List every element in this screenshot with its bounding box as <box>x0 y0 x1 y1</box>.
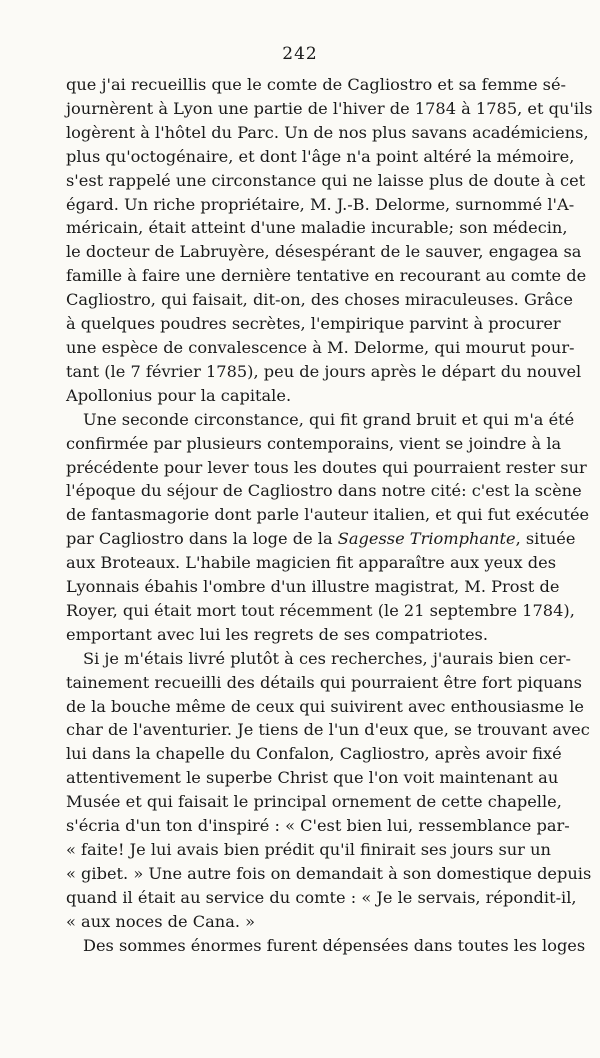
text-line: aux Broteaux. L'habile magicien fit apparaître aux yeux des <box>66 553 556 573</box>
text-line: l'époque du séjour de Cagliostro dans notre cité: c'est la scène <box>66 481 582 501</box>
text-line: de fantasmagorie dont parle l'auteur italien, et qui fut exécutée <box>66 505 590 525</box>
text-line-with-title <box>66 527 576 551</box>
lodge-name: Sagesse Triomphante <box>337 529 516 549</box>
text-line: confirmée par plusieurs contemporains, vient se joindre à la <box>66 433 562 453</box>
paragraph-4 <box>66 934 586 958</box>
text-line: que j'ai recueillis que le comte de Cagliostro et sa femme sé- <box>66 75 567 94</box>
text-line: quand il était au service du comte : « Je le servais, répondit-il, <box>66 887 577 907</box>
text-line: Musée et qui faisait le principal ornement de cette chapelle, <box>66 792 562 812</box>
text-line: Des sommes énormes furent dépensées dans toutes les loges <box>83 935 586 955</box>
text-line: tant (le 7 février 1785), peu de jours après le départ du nouvel <box>66 361 582 381</box>
text-line: attentivement le superbe Christ que l'on voit maintenant au <box>66 768 559 788</box>
text-line: à quelques poudres secrètes, l'empirique parvint à procurer <box>66 314 561 334</box>
text-line: plus qu'octogénaire, et dont l'âge n'a point altéré la mémoire, <box>66 146 575 166</box>
text-line: Lyonnais ébahis l'ombre d'un illustre magistrat, M. Prost de <box>66 577 560 597</box>
text-line: s'est rappelé une circonstance qui ne laisse plus de doute à cet <box>66 170 586 190</box>
text-line: logèrent à l'hôtel du Parc. Un de nos plus savans académiciens, <box>66 122 589 142</box>
text-line: char de l'aventurier. Je tiens de l'un d'eux que, se trouvant avec <box>66 720 590 740</box>
text-line: famille à faire une dernière tentative en recourant au comte de <box>66 266 587 286</box>
text-line: méricain, était atteint d'une maladie incurable; son médecin, <box>66 218 568 238</box>
text-line: tainement recueilli des détails qui pourraient être fort piquans <box>66 672 582 692</box>
text-line: s'écria d'un ton d'inspiré : « C'est bien lui, ressemblance par- <box>66 816 570 836</box>
text-line: précédente pour lever tous les doutes qui pourraient rester sur <box>66 457 587 477</box>
paragraph-3 <box>66 647 592 934</box>
text-line: le docteur de Labruyère, désespérant de le sauver, engagea sa <box>66 242 582 262</box>
text-line: « faite! Je lui avais bien prédit qu'il finirait ses jours sur un <box>66 840 551 859</box>
text-line: emportant avec lui les regrets de ses compatriotes. <box>66 624 488 644</box>
body-text <box>66 73 593 958</box>
text-line: journèrent à Lyon une partie de l'hiver de 1784 à 1785, et qu'ils <box>66 98 593 118</box>
text-line: Une seconde circonstance, qui fit grand bruit et qui m'a été <box>83 409 575 429</box>
text-fragment: par Cagliostro dans la loge de la <box>66 529 338 549</box>
text-fragment: , située <box>515 529 576 549</box>
text-line: de la bouche même de ceux qui suivirent avec enthousiasme le <box>66 696 584 716</box>
text-line: lui dans la chapelle du Confalon, Cagliostro, après avoir fixé <box>66 744 562 764</box>
text-line: Apollonius pour la capitale. <box>66 385 292 405</box>
text-line: Royer, qui était mort tout récemment (le 21 septembre 1784), <box>66 600 575 620</box>
text-line: égard. Un riche propriétaire, M. J.-B. Delorme, surnommé l'A- <box>66 194 575 214</box>
text-line: « aux noces de Cana. » <box>66 911 256 931</box>
page-number: 242 <box>282 44 318 64</box>
paragraph-2 <box>66 408 590 647</box>
text-line: une espèce de convalescence à M. Delorme, qui mourut pour- <box>66 337 575 357</box>
paragraph-1 <box>66 73 593 408</box>
text-line: « gibet. » Une autre fois on demandait à son domestique depuis <box>66 863 592 883</box>
text-line: Cagliostro, qui faisait, dit-on, des choses miraculeuses. Grâce <box>66 290 573 310</box>
text-line: Si je m'étais livré plutôt à ces recherches, j'aurais bien cer- <box>83 648 571 668</box>
